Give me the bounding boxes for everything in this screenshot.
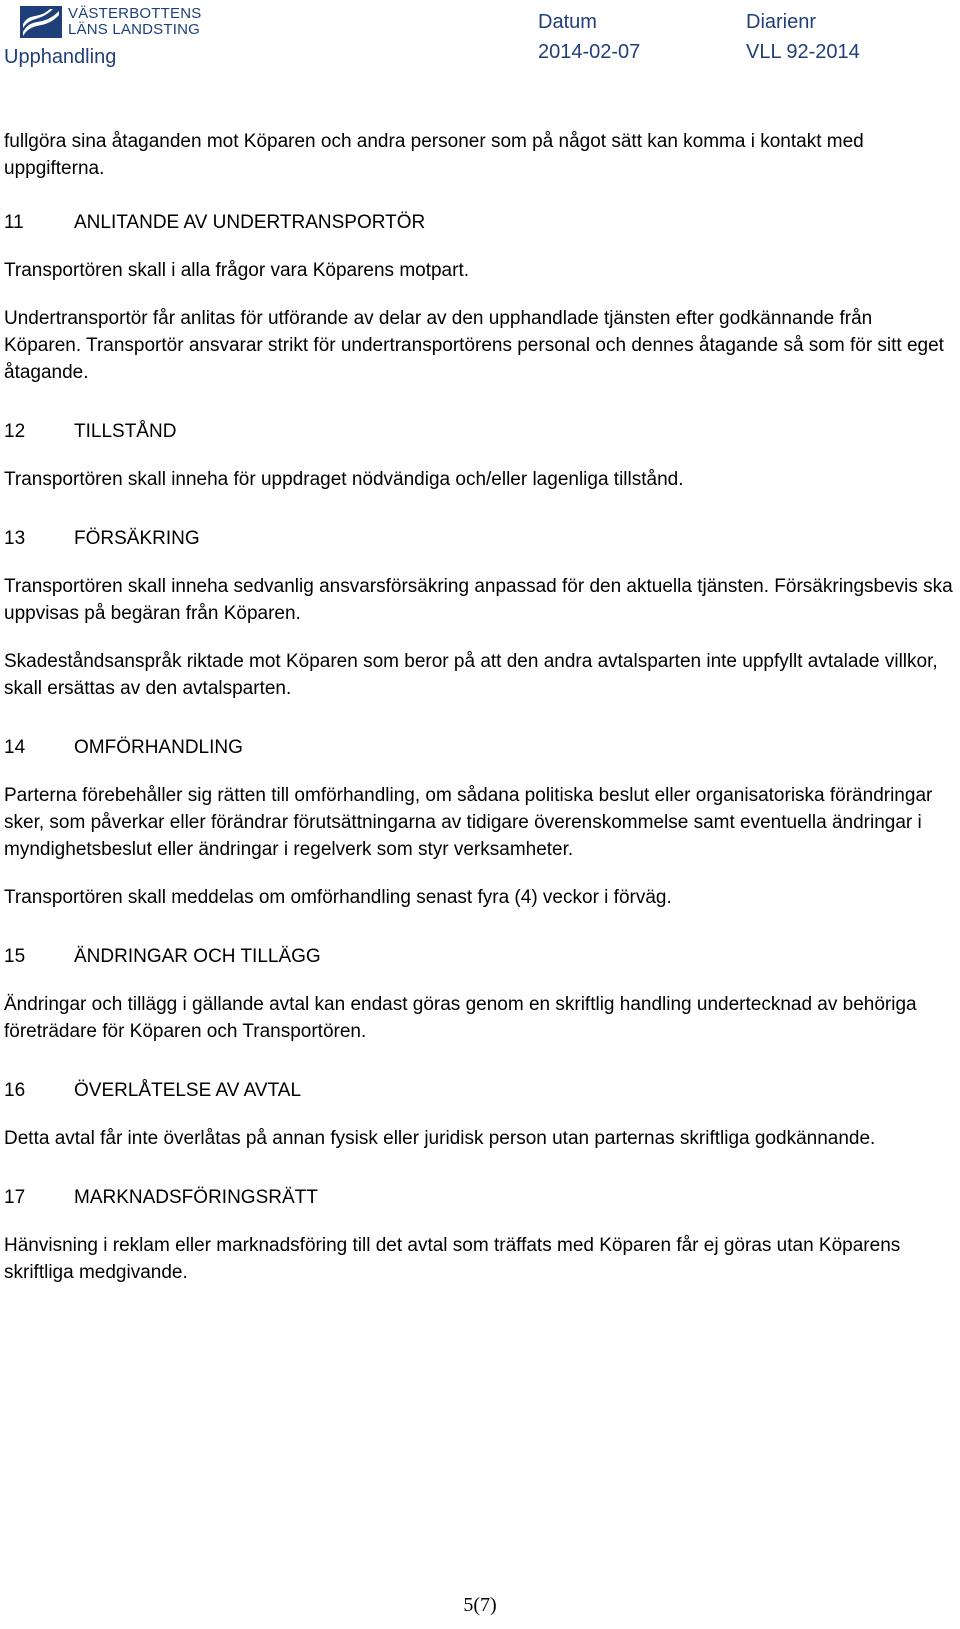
section-title: ÖVERLÅTELSE AV AVTAL bbox=[74, 1080, 302, 1101]
section-heading bbox=[4, 943, 954, 970]
intro-paragraph: fullgöra sina åtaganden mot Köparen och andra personer som på något sätt kan komma i kontakt med uppgifterna. bbox=[4, 131, 864, 179]
section-title: FÖRSÄKRING bbox=[74, 528, 200, 549]
section-paragraph: Transportören skall meddelas om omförhandling senast fyra (4) veckor i förväg. bbox=[4, 887, 672, 908]
section-paragraph: Transportören skall inneha för uppdraget nödvändiga och/eller lagenliga tillstånd. bbox=[4, 469, 684, 490]
section-14 bbox=[4, 734, 954, 911]
section-heading bbox=[4, 734, 954, 761]
reference-value: VLL 92-2014 bbox=[746, 41, 860, 63]
section-heading bbox=[4, 209, 954, 236]
section-11 bbox=[4, 209, 954, 386]
logo-line-1: VÄSTERBOTTENS bbox=[68, 5, 202, 22]
document-type: Upphandling bbox=[4, 46, 117, 68]
section-heading bbox=[4, 1184, 954, 1211]
section-paragraph: Parterna förebehåller sig rätten till omförhandling, om sådana politiska beslut eller organisatoriska förändringar sker, som påverkar eller förändrar förutsättningarna av tidigare överenskommelse samt eventuella ändringar i myndighetsbeslut eller ändringar i regelverk som styr verksamheter. bbox=[4, 785, 933, 860]
section-13 bbox=[4, 525, 954, 702]
logo-wordmark bbox=[68, 6, 201, 38]
section-paragraph: Skadeståndsanspråk riktade mot Köparen som beror på att den andra avtalsparten inte uppfyllt avtalade villkor, skall ersättas av den avtalsparten. bbox=[4, 651, 938, 699]
section-paragraph: Transportören skall i alla frågor vara Köparens motpart. bbox=[4, 260, 470, 281]
page-number: 5(7) bbox=[463, 1594, 497, 1616]
reference-block bbox=[746, 10, 860, 64]
section-number: 13 bbox=[4, 528, 26, 549]
date-value: 2014-02-07 bbox=[538, 41, 641, 63]
section-number: 17 bbox=[4, 1187, 26, 1208]
section-title: OMFÖRHANDLING bbox=[74, 737, 243, 758]
date-block bbox=[538, 10, 640, 64]
reference-label: Diarienr bbox=[746, 11, 817, 33]
section-number: 15 bbox=[4, 946, 26, 967]
section-heading bbox=[4, 1077, 954, 1104]
section-paragraph: Undertransportör får anlitas för utförande av delar av den upphandlade tjänsten efter godkännande från Köparen. Transportör ansvarar strikt för undertransportörens personal och dennes åtagande så som för sitt eget åtagande. bbox=[4, 308, 944, 383]
section-paragraph: Ändringar och tillägg i gällande avtal kan endast göras genom en skriftlig handling undertecknad av behöriga företrädare för Köparen och Transportören. bbox=[4, 994, 917, 1042]
section-15 bbox=[4, 943, 954, 1045]
section-number: 11 bbox=[4, 212, 24, 233]
section-title: ANLITANDE AV UNDERTRANSPORTÖR bbox=[74, 212, 426, 233]
section-16 bbox=[4, 1077, 954, 1152]
section-title: MARKNADSFÖRINGSRÄTT bbox=[74, 1187, 318, 1208]
section-title: TILLSTÅND bbox=[74, 421, 177, 442]
section-number: 16 bbox=[4, 1080, 26, 1101]
logo-line-2: LÄNS LANDSTING bbox=[68, 21, 200, 38]
date-label: Datum bbox=[538, 11, 597, 33]
section-12 bbox=[4, 418, 954, 493]
document-body bbox=[4, 128, 954, 1286]
section-paragraph: Hänvisning i reklam eller marknadsföring till det avtal som träffats med Köparen får ej göras utan Köparens skriftliga medgivande. bbox=[4, 1235, 901, 1283]
section-title: ÄNDRINGAR OCH TILLÄGG bbox=[74, 946, 321, 967]
organization-logo bbox=[20, 6, 240, 40]
section-heading bbox=[4, 418, 954, 445]
section-17 bbox=[4, 1184, 954, 1286]
section-number: 14 bbox=[4, 737, 26, 758]
landsting-logo-icon bbox=[20, 6, 62, 38]
section-paragraph: Detta avtal får inte överlåtas på annan fysisk eller juridisk person utan parternas skriftliga godkännande. bbox=[4, 1128, 876, 1149]
section-number: 12 bbox=[4, 421, 26, 442]
section-heading bbox=[4, 525, 954, 552]
page-header bbox=[0, 0, 960, 80]
section-paragraph: Transportören skall inneha sedvanlig ansvarsförsäkring anpassad för den aktuella tjänsten. Försäkringsbevis ska uppvisas på begäran från Köparen. bbox=[4, 576, 953, 624]
